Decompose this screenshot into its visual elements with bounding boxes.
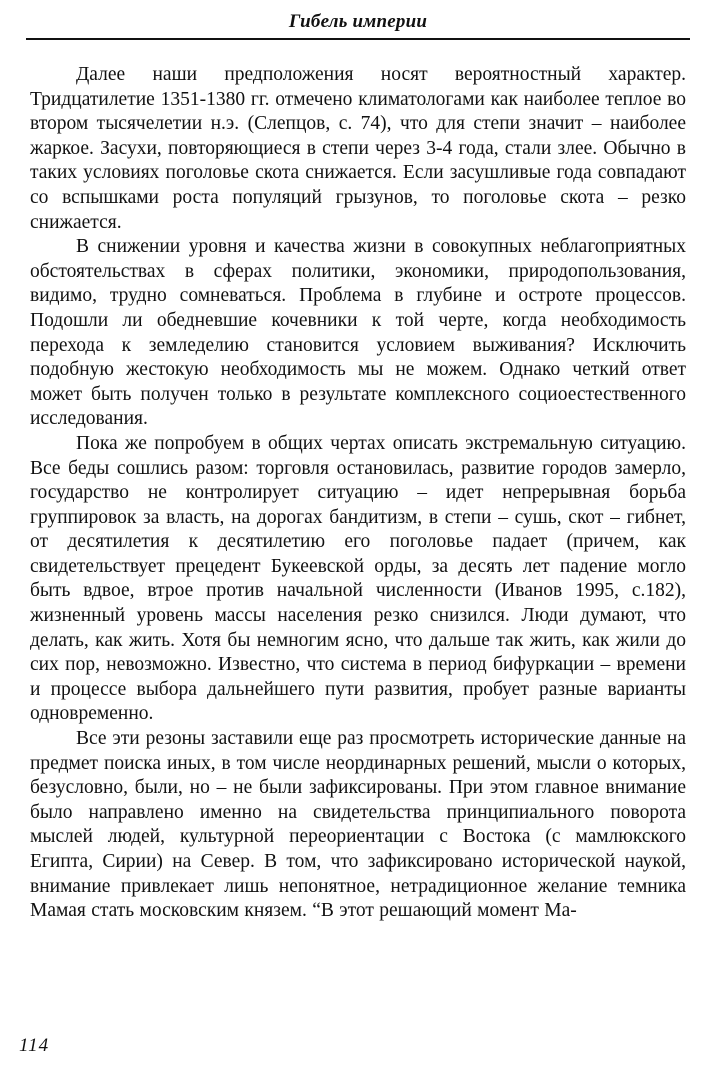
paragraph-1: Далее наши предположения носят вероятностный характер. Тридцатилетие 1351-1380 гг. отмечено климатологами как наиболее теплое во втором тысячелетии н.э. (Слепцов, с. 74), что для степи значит – наиболее жаркое. Засухи, повторяющиеся в степи через 3-4 года, стали злее. Обычно в таких условиях поголовье скота снижается. Если засушливые года совпадают со вспышками роста популяций грызунов, то поголовье скота – резко снижается.: [30, 64, 686, 233]
paragraph-2: В снижении уровня и качества жизни в совокупных неблагоприятных обстоятельствах в сферах политики, экономики, природопользования, видимо, трудно сомневаться. Проблема в глубине и остроте процессов. Подошли ли обедневшие кочевники к той черте, когда необходимость перехода к земледелию становится условием выживания? Исключить подобную жестокую необходимость мы не можем. Однако четкий ответ может быть получен только в результате комплексного социоестественного исследования.: [30, 236, 686, 430]
body-text: [30, 63, 686, 924]
header-rule: [26, 38, 690, 40]
running-head: Гибель империи: [288, 11, 428, 32]
page-number: 114: [19, 1035, 50, 1056]
paragraph-4: Все эти резоны заставили еще раз просмотреть исторические данные на предмет поиска иных, в том числе неординарных решений, мысли о которых, безусловно, были, но – не были зафиксированы. При этом главное внимание было направлено именно на свидетельства принципиального поворота мыслей людей, культурной переориентации с Востока (с мамлюкского Египта, Сирии) на Север. В том, что зафиксировано исторической наукой, внимание привлекает лишь непонятное, нетрадиционное желание темника Мамая стать московским князем. “В этот решающий момент Ма-: [30, 728, 686, 922]
paragraph-3: Пока же попробуем в общих чертах описать экстремальную ситуацию. Все беды сошлись разом: торговля остановилась, развитие городов замерло, государство не контролирует ситуацию – идет непрерывная борьба группировок за власть, на дорогах бандитизм, в степи – сушь, скот – гибнет, от десятилетия к десятилетию его поголовье падает (причем, как свидетельствует прецедент Букеевской орды, за десять лет падение могло быть вдвое, втрое против начальной численности (Иванов 1995, с.182), жизненный уровень массы населения резко снизился. Люди думают, что делать, как жить. Хотя бы немногим ясно, что дальше так жить, как жили до сих пор, невозможно. Известно, что система в период бифуркации – времени и процессе выбора дальнейшего пути развития, пробует разные варианты одновременно.: [30, 432, 686, 725]
